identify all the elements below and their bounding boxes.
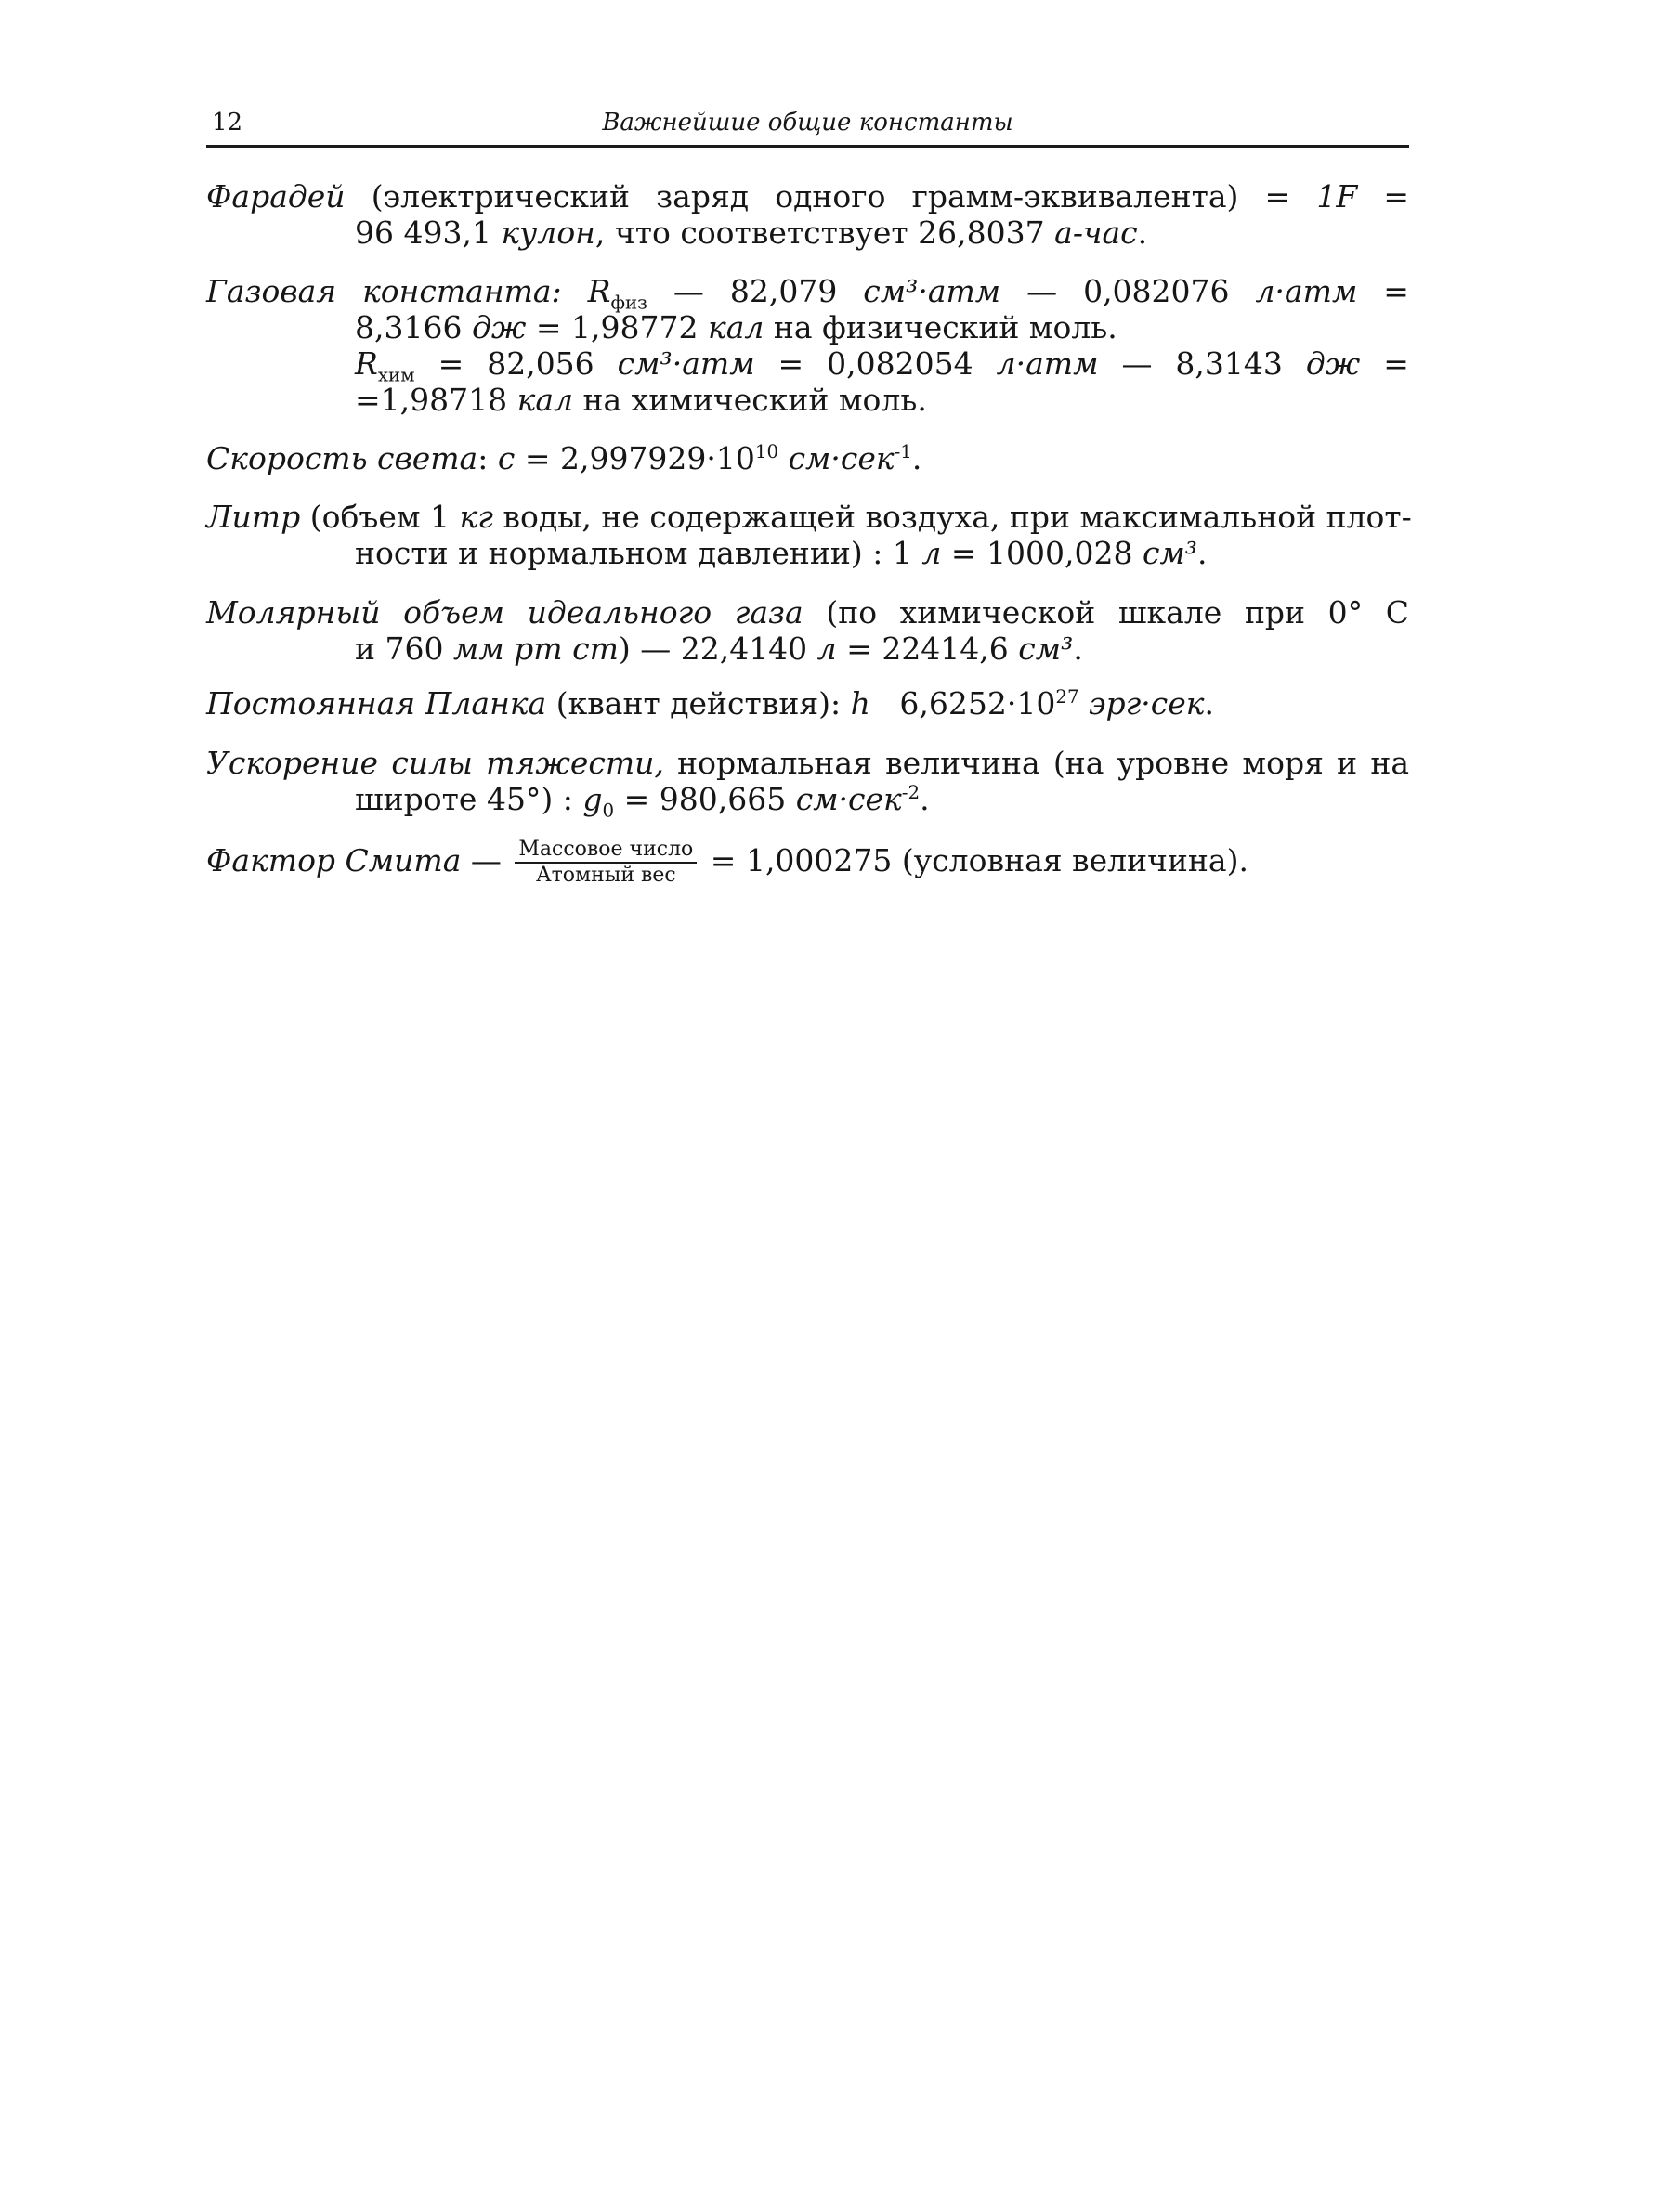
- gas-line-1: Газовая константа: $R_{физ}$ — 82,079 см³·атм — 0,082076 л·атм =: [206, 273, 1409, 314]
- gravity-entry: Ускорение силы тяжести, нормальная величина (на уровне моря и на широте 45°) : $g_0 = 980,665$ см·сек$^{-2}$.: [206, 745, 1410, 822]
- litre-term: Литр: [206, 499, 301, 535]
- smith-term: Фактор Смита: [206, 842, 462, 878]
- gas-line-4: =1,98718 кал на химический моль.: [355, 382, 927, 418]
- smith-factor-entry: Фактор Смита — $\frac{\text{Массовое число}}{\text{Атомный вес}}$ = 1,000275 (условная величина).: [206, 838, 1248, 887]
- faraday-term: Фарадей: [206, 178, 346, 215]
- gas-constant-entry: [206, 273, 1409, 418]
- faraday-entry: [206, 178, 1409, 251]
- gravity-term: Ускорение: [206, 745, 379, 781]
- running-title: Важнейшие общие константы: [602, 109, 1013, 137]
- speed-of-light-entry: Скорость света: $c = 2,997929\cdot 10^{10}$ см·сек$^{-1}$.: [206, 440, 922, 476]
- faraday-line-1: Фарадей (электрический заряд одного грамм-эквивалента) = 1F =: [206, 178, 1409, 215]
- planck-entry: Постоянная Планка (квант действия): h $6,6252\cdot 10^{27}$ эрг·сек.: [206, 685, 1215, 722]
- page-header: [206, 104, 1409, 148]
- litre-entry: Литр (объем 1 кг воды, не содержащей воздуха, при максимальной плот- ности и нормальном давлении) : 1 л = 1000,028 см³.: [206, 499, 1412, 571]
- gas-line-2: 8,3166 дж = 1,98772 кал на физический моль.: [355, 309, 1117, 345]
- light-term: Скорость света: [206, 440, 478, 476]
- gas-term: Газовая: [206, 273, 337, 309]
- page-number: 12: [212, 109, 243, 137]
- document-page: [206, 104, 1412, 887]
- planck-term: Постоянная Планка: [206, 685, 547, 722]
- faraday-line-2: 96 493,1 кулон, что соответствует 26,8037 а-час.: [355, 215, 1148, 251]
- smith-fraction: $\frac{\text{Массовое число}}{\text{Атомный вес}}$: [515, 838, 697, 888]
- molar-term: Молярный: [206, 594, 381, 631]
- gas-line-3: $R_{хим} = 82,056$ см³·атм = 0,082054 л·атм — 8,3143 дж =: [355, 345, 1409, 386]
- molar-volume-entry: Молярный объем идеального газа (по химической шкале при 0° C и 760 мм рт ст) — 22,4140 л = 22414,6 см³.: [206, 594, 1409, 667]
